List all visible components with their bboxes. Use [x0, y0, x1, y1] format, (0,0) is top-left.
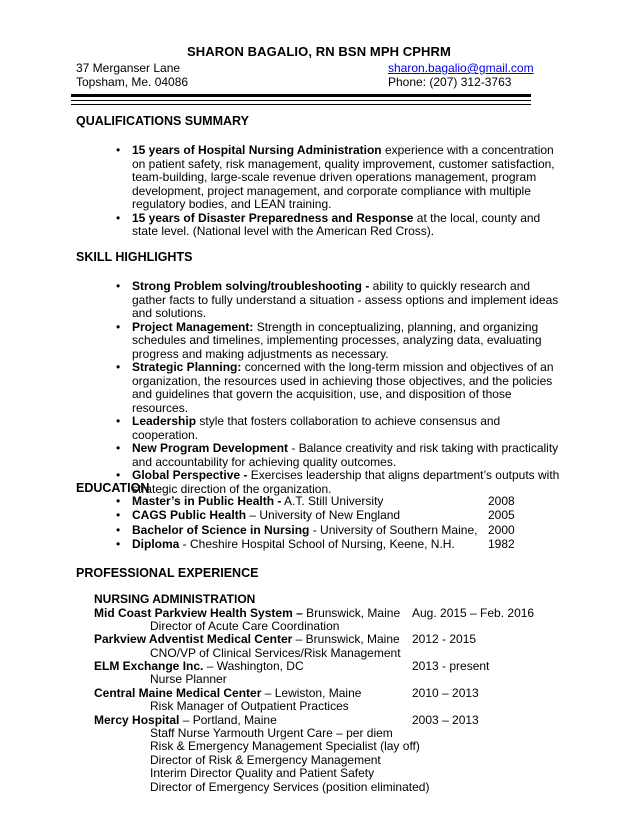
degree-school: - Cheshire Hospital School of Nursing, Keene, N.H.	[179, 536, 455, 551]
item-bold-text: Project Management:	[132, 319, 254, 334]
employer-name	[94, 687, 361, 700]
employer-name	[94, 714, 277, 727]
bullet-icon: •	[116, 536, 121, 551]
education-degree	[132, 523, 477, 537]
education-row	[116, 523, 536, 537]
address-block	[76, 61, 188, 89]
role-title: Interim Director Quality and Patient Safety	[150, 766, 375, 781]
item-text: style that fosters collaboration to achieve consensus and cooperation.	[132, 414, 501, 442]
role-title: Staff Nurse Yarmouth Urgent Care – per diem	[150, 726, 393, 741]
employer-org: Parkview Adventist Medical Center	[94, 632, 293, 647]
experience-subheading: NURSING ADMINISTRATION	[94, 592, 256, 606]
education-row	[116, 494, 536, 508]
item-text: ability to quickly research and gather facts to fully understand a situation - assess options and implement ideas and solutions.	[132, 279, 559, 320]
item-bold-text: Strategic Planning:	[132, 360, 242, 374]
employer-location: – Lewiston, Maine	[261, 685, 362, 700]
role-title: Nurse Planner	[150, 672, 227, 687]
skills-list	[116, 280, 566, 496]
education-degree	[132, 494, 383, 508]
item-bold-text: 15 years of Hospital Nursing Administration	[132, 143, 382, 157]
degree-name: Master’s in Public Health -	[132, 494, 282, 508]
item-text: at the local, county and state level. (National level with the American Red Cross).	[132, 210, 541, 238]
education-row	[116, 537, 536, 551]
education-year: 1982	[488, 536, 515, 551]
list-item	[116, 144, 562, 212]
education-degree	[132, 508, 400, 522]
item-bold-text: Leadership	[132, 414, 197, 428]
employer-row	[94, 607, 554, 620]
list-item	[116, 321, 566, 362]
employer-org: Mercy Hospital	[94, 712, 180, 727]
education-row	[116, 508, 536, 522]
employer-name	[94, 633, 400, 646]
employer-org: ELM Exchange Inc.	[94, 659, 204, 674]
email-link[interactable]: sharon.bagalio@gmail.com	[388, 61, 534, 75]
bullet-icon: •	[116, 508, 121, 523]
item-bold-text: 15 years of Disaster Preparedness and Response	[132, 210, 414, 225]
role-title: Director of Emergency Services (position eliminated)	[150, 779, 430, 794]
employer-org: Central Maine Medical Center	[94, 685, 262, 700]
item-bold-text: New Program Development	[132, 441, 289, 455]
item-bold-text: Global Perspective -	[132, 468, 248, 482]
employer-row	[94, 633, 554, 646]
education-heading: EDUCATION	[76, 481, 150, 495]
employer-name	[94, 660, 304, 673]
employer-dates: 2010 – 2013	[412, 685, 479, 700]
contact-block	[388, 61, 534, 89]
employer-dates: 2003 – 2013	[412, 712, 479, 727]
bullet-icon: •	[116, 522, 121, 537]
employer-row	[94, 687, 554, 700]
skills-heading: SKILL HIGHLIGHTS	[76, 250, 193, 264]
employer-dates: 2013 - present	[412, 659, 490, 674]
list-item	[116, 361, 566, 415]
role-title: Risk Manager of Outpatient Practices	[150, 699, 349, 714]
education-degree	[132, 537, 455, 551]
experience-heading: PROFESSIONAL EXPERIENCE	[76, 566, 259, 580]
employer-location: – Portland, Maine	[179, 712, 277, 727]
employer-dates: Aug. 2015 – Feb. 2016	[412, 605, 535, 620]
education-year: 2005	[488, 508, 515, 523]
list-item	[116, 415, 566, 442]
item-text: Strength in conceptualizing, planning, and organizing schedules and timelines, implementing processes, analyzing data, evaluating progress and making adjustments as necessary.	[132, 319, 542, 361]
degree-name: Diploma	[132, 536, 180, 551]
employer-location: – Brunswick, Maine	[292, 632, 400, 647]
employer-location: – Washington, DC	[203, 659, 304, 674]
list-item	[116, 280, 566, 321]
header-divider-thick	[71, 94, 531, 97]
address-line-2: Topsham, Me. 04086	[76, 75, 189, 89]
degree-name: CAGS Public Health	[132, 508, 247, 523]
item-text: concerned with the long-term mission and objectives of an organization, the resources used in achieving those objectives, and the policies and guidelines that govern the acquisition, use, and disposition of those resources.	[132, 360, 554, 415]
employer-row	[94, 714, 554, 727]
employer-org: Mid Coast Parkview Health System –	[94, 605, 303, 620]
employer-name	[94, 607, 400, 620]
degree-school: A.T. Still University	[281, 494, 384, 508]
phone-number: Phone: (207) 312-3763	[388, 75, 512, 89]
address-line-1: 37 Merganser Lane	[76, 61, 181, 75]
item-bold-text: Strong Problem solving/troubleshooting -	[132, 279, 370, 293]
education-list	[116, 494, 536, 551]
list-item	[116, 212, 562, 239]
qualifications-list	[116, 144, 562, 239]
qualifications-heading: QUALIFICATIONS SUMMARY	[76, 114, 249, 128]
employer-location: Brunswick, Maine	[302, 605, 401, 620]
experience-section	[94, 593, 554, 794]
education-year: 2008	[488, 494, 515, 508]
employer-list	[94, 607, 554, 794]
bullet-icon: •	[116, 494, 121, 508]
header-divider-thin	[71, 100, 531, 101]
item-text: Exercises leadership that aligns department’s outputs with strategic direction of the organization.	[132, 468, 560, 496]
item-text: - Balance creativity and risk taking with practicality and accountability for achieving quality outcomes.	[132, 441, 559, 469]
employer-row	[94, 660, 554, 673]
item-text: experience with a concentration on patient safety, risk management, quality improvement, customer satisfaction, team-building, large-scale revenue driven operations management, program development, project management, and corporate compliance with multiple regulatory bodies, and LEAN training.	[132, 143, 555, 211]
role-title: Director of Acute Care Coordination	[150, 618, 340, 633]
education-year: 2000	[488, 522, 515, 537]
list-item	[116, 442, 566, 469]
role-title: CNO/VP of Clinical Services/Risk Management	[150, 645, 401, 660]
candidate-name: SHARON BAGALIO, RN BSN MPH CPHRM	[187, 44, 451, 59]
role-title: Director of Risk & Emergency Management	[150, 752, 381, 767]
list-item	[116, 469, 566, 496]
role-title: Risk & Emergency Management Specialist (lay off)	[150, 739, 420, 754]
employer-dates: 2012 - 2015	[412, 632, 477, 647]
degree-name: Bachelor of Science in Nursing	[132, 522, 310, 537]
degree-school: - University of Southern Maine,	[309, 522, 478, 537]
header-divider-thin-2	[71, 104, 531, 105]
degree-school: – University of New England	[246, 508, 401, 523]
